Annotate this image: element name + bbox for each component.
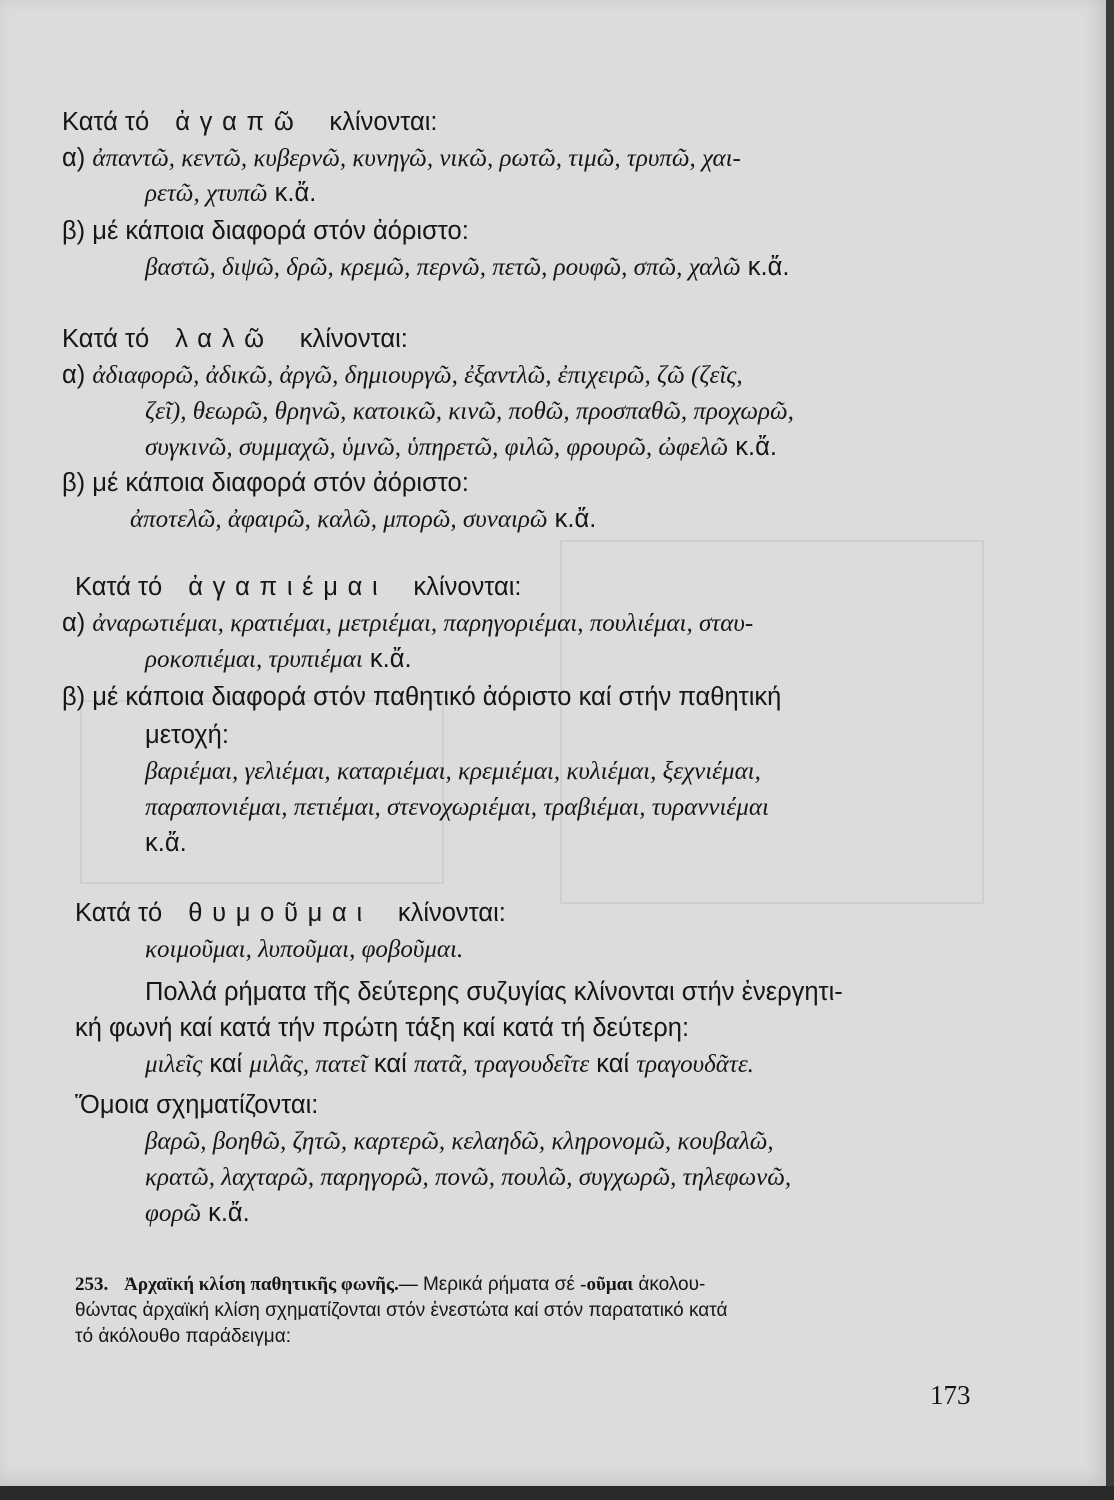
heading-prefix: Κατά τό	[75, 573, 163, 601]
verb-list: κοιμοῦμαι, λυποῦμαι, φοβοῦμαι.	[145, 936, 464, 963]
abbreviation: κ.ἄ.	[735, 433, 777, 461]
agapo-b-verbs	[145, 250, 789, 285]
abbreviation: κ.ἄ.	[747, 253, 790, 281]
item-label-b: β)	[62, 469, 86, 497]
heading-prefix: Κατά τό	[62, 325, 150, 353]
example-form: μιλεῖς	[145, 1051, 203, 1078]
section-text: θώντας ἀρχαϊκή κλίση σχηματίζονται στόν ἐνεστώτα καί στόν παρατατικό κατά	[75, 1300, 728, 1321]
verb-list: ἀδιαφορῶ, ἀδικῶ, ἀργῶ, δημιουργῶ, ἐξαντλῶ, ἐπιχειρῶ, ζῶ (ζεῖς,	[92, 362, 743, 389]
heading-verb: ἀγαπῶ	[175, 108, 304, 136]
paragraph-text: Ὅμοια σχηματίζονται:	[75, 1091, 319, 1119]
agapiemai-a-line2	[145, 642, 412, 677]
verb-list: βαστῶ, διψῶ, δρῶ, κρεμῶ, περνῶ, πετῶ, ρουφῶ, σπῶ, χαλῶ	[145, 254, 741, 281]
paragraph-line2	[75, 1011, 689, 1045]
verb-list: φορῶ	[145, 1200, 201, 1227]
example-form: μιλᾶς, πατεῖ	[249, 1051, 367, 1078]
conjunction: καί	[209, 1050, 243, 1078]
item-label-a: α)	[62, 609, 86, 637]
lalo-a-line1	[62, 358, 743, 393]
section-253-line3	[75, 1324, 291, 1350]
abbreviation: κ.ἄ.	[554, 505, 597, 533]
agapo-b-line	[62, 214, 469, 248]
verb-list: κρατῶ, λαχταρῶ, παρηγορῶ, πονῶ, πουλῶ, συγχωρῶ, τηλεφωνῶ,	[145, 1164, 792, 1191]
verb-ending: -οῦμαι	[580, 1274, 634, 1295]
heading-verb: ἀγαπιέμαι	[188, 573, 388, 601]
lalo-a-line2	[145, 394, 794, 429]
agapiemai-b-verbs3	[145, 826, 187, 860]
verb-list: ροκοπιέμαι, τρυπιέμαι	[145, 646, 363, 673]
verb-list: βαρῶ, βοηθῶ, ζητῶ, καρτερῶ, κελαηδῶ, κληρονομῶ, κουβαλῶ,	[145, 1128, 774, 1155]
item-label-b: β)	[62, 217, 86, 245]
abbreviation: κ.ἄ.	[208, 1199, 250, 1227]
abbreviation: κ.ἄ.	[274, 179, 317, 207]
paragraph-line1	[145, 975, 843, 1009]
bleed-through-table	[560, 540, 984, 904]
agapiemai-b-line2	[145, 718, 229, 752]
heading-suffix: κλίνονται:	[329, 108, 438, 136]
item-text: μετοχή:	[145, 721, 229, 749]
item-text: μέ κάποια διαφορά στόν ἀόριστο:	[92, 217, 469, 245]
item-text: μέ κάποια διαφορά στόν ἀόριστο:	[92, 469, 469, 497]
heading-suffix: κλίνονται:	[413, 573, 522, 601]
agapiemai-b-line	[62, 680, 781, 714]
agapiemai-a-line1	[62, 606, 753, 641]
heading-prefix: Κατά τό	[75, 899, 163, 927]
section-text: ἀκολου-	[638, 1274, 706, 1295]
lalo-a-line3	[145, 430, 777, 465]
similar-verbs1	[145, 1124, 774, 1159]
verb-list: βαριέμαι, γελιέμαι, καταριέμαι, κρεμιέμαι, κυλιέμαι, ξεχνιέμαι,	[145, 758, 761, 785]
section-number: 253.	[75, 1274, 109, 1295]
agapo-a-line2	[145, 176, 316, 211]
conjunction: καί	[596, 1050, 630, 1078]
similar-verbs3	[145, 1196, 250, 1231]
item-label-a: α)	[62, 144, 86, 172]
heading-suffix: κλίνονται:	[397, 899, 506, 927]
agapo-a-line1	[62, 141, 741, 176]
heading-agapiemai	[75, 570, 521, 604]
section-253-line1	[75, 1272, 705, 1298]
heading-prefix: Κατά τό	[62, 108, 150, 136]
paragraph-text: Πολλά ρήματα τῆς δεύτερης συζυγίας κλίνονται στήν ἐνεργητι-	[145, 978, 843, 1006]
page-edge-shadow	[1106, 0, 1114, 1500]
lalo-b-verbs	[130, 502, 596, 537]
example-form: πατᾶ, τραγουδεῖτε	[413, 1051, 590, 1078]
item-label-a: α)	[62, 361, 86, 389]
section-text: τό ἀκόλουθο παράδειγμα:	[75, 1326, 291, 1347]
item-label-b: β)	[62, 683, 86, 711]
verb-list: παραπονιέμαι, πετιέμαι, στενοχωριέμαι, τραβιέμαι, τυραννιέμαι	[145, 794, 769, 821]
verb-list: ἀποτελῶ, ἀφαιρῶ, καλῶ, μπορῶ, συναιρῶ	[130, 506, 548, 533]
agapiemai-b-verbs2	[145, 790, 769, 825]
agapiemai-b-verbs1	[145, 754, 761, 789]
section-title: Ἀρχαϊκή κλίση παθητικῆς φωνῆς.—	[124, 1274, 418, 1295]
example-form: τραγουδᾶτε.	[636, 1051, 754, 1078]
heading-verb: λαλῶ	[175, 325, 274, 353]
heading-agapo	[62, 105, 437, 139]
paragraph-text: κή φωνή καί κατά τήν πρώτη τάξη καί κατά τή δεύτερη:	[75, 1014, 690, 1042]
item-text: μέ κάποια διαφορά στόν παθητικό ἀόριστο καί στήν παθητική	[92, 683, 782, 711]
verb-list: ἀπαντῶ, κεντῶ, κυβερνῶ, κυνηγῶ, νικῶ, ρωτῶ, τιμῶ, τρυπῶ, χαι-	[92, 145, 741, 172]
heading-thymoumai	[75, 896, 506, 930]
section-253-line2	[75, 1298, 728, 1324]
page-number: 173	[930, 1380, 971, 1410]
scan-bottom-edge	[0, 1486, 1114, 1500]
heading-verb: θυμοῦμαι	[188, 899, 372, 927]
conjunction: καί	[373, 1050, 407, 1078]
similar-heading	[75, 1088, 318, 1122]
verb-list: συγκινῶ, συμμαχῶ, ὑμνῶ, ὑπηρετῶ, φιλῶ, φρουρῶ, ὠφελῶ	[145, 434, 729, 461]
heading-suffix: κλίνονται:	[299, 325, 408, 353]
section-text: Μερικά ρήματα σέ	[422, 1274, 575, 1295]
verb-list: ρετῶ, χτυπῶ	[145, 180, 268, 207]
lalo-b-line	[62, 466, 469, 500]
verb-list: ἀναρωτιέμαι, κρατιέμαι, μετριέμαι, παρηγοριέμαι, πουλιέμαι, σταυ-	[92, 610, 754, 637]
similar-verbs2	[145, 1160, 791, 1195]
heading-lalo	[62, 322, 408, 356]
verb-list: ζεῖ), θεωρῶ, θρηνῶ, κατοικῶ, κινῶ, ποθῶ, προσπαθῶ, προχωρῶ,	[145, 398, 794, 425]
paragraph-examples	[145, 1047, 754, 1082]
thymoumai-verbs	[145, 932, 463, 967]
abbreviation: κ.ἄ.	[369, 645, 412, 673]
abbreviation: κ.ἄ.	[145, 829, 187, 857]
